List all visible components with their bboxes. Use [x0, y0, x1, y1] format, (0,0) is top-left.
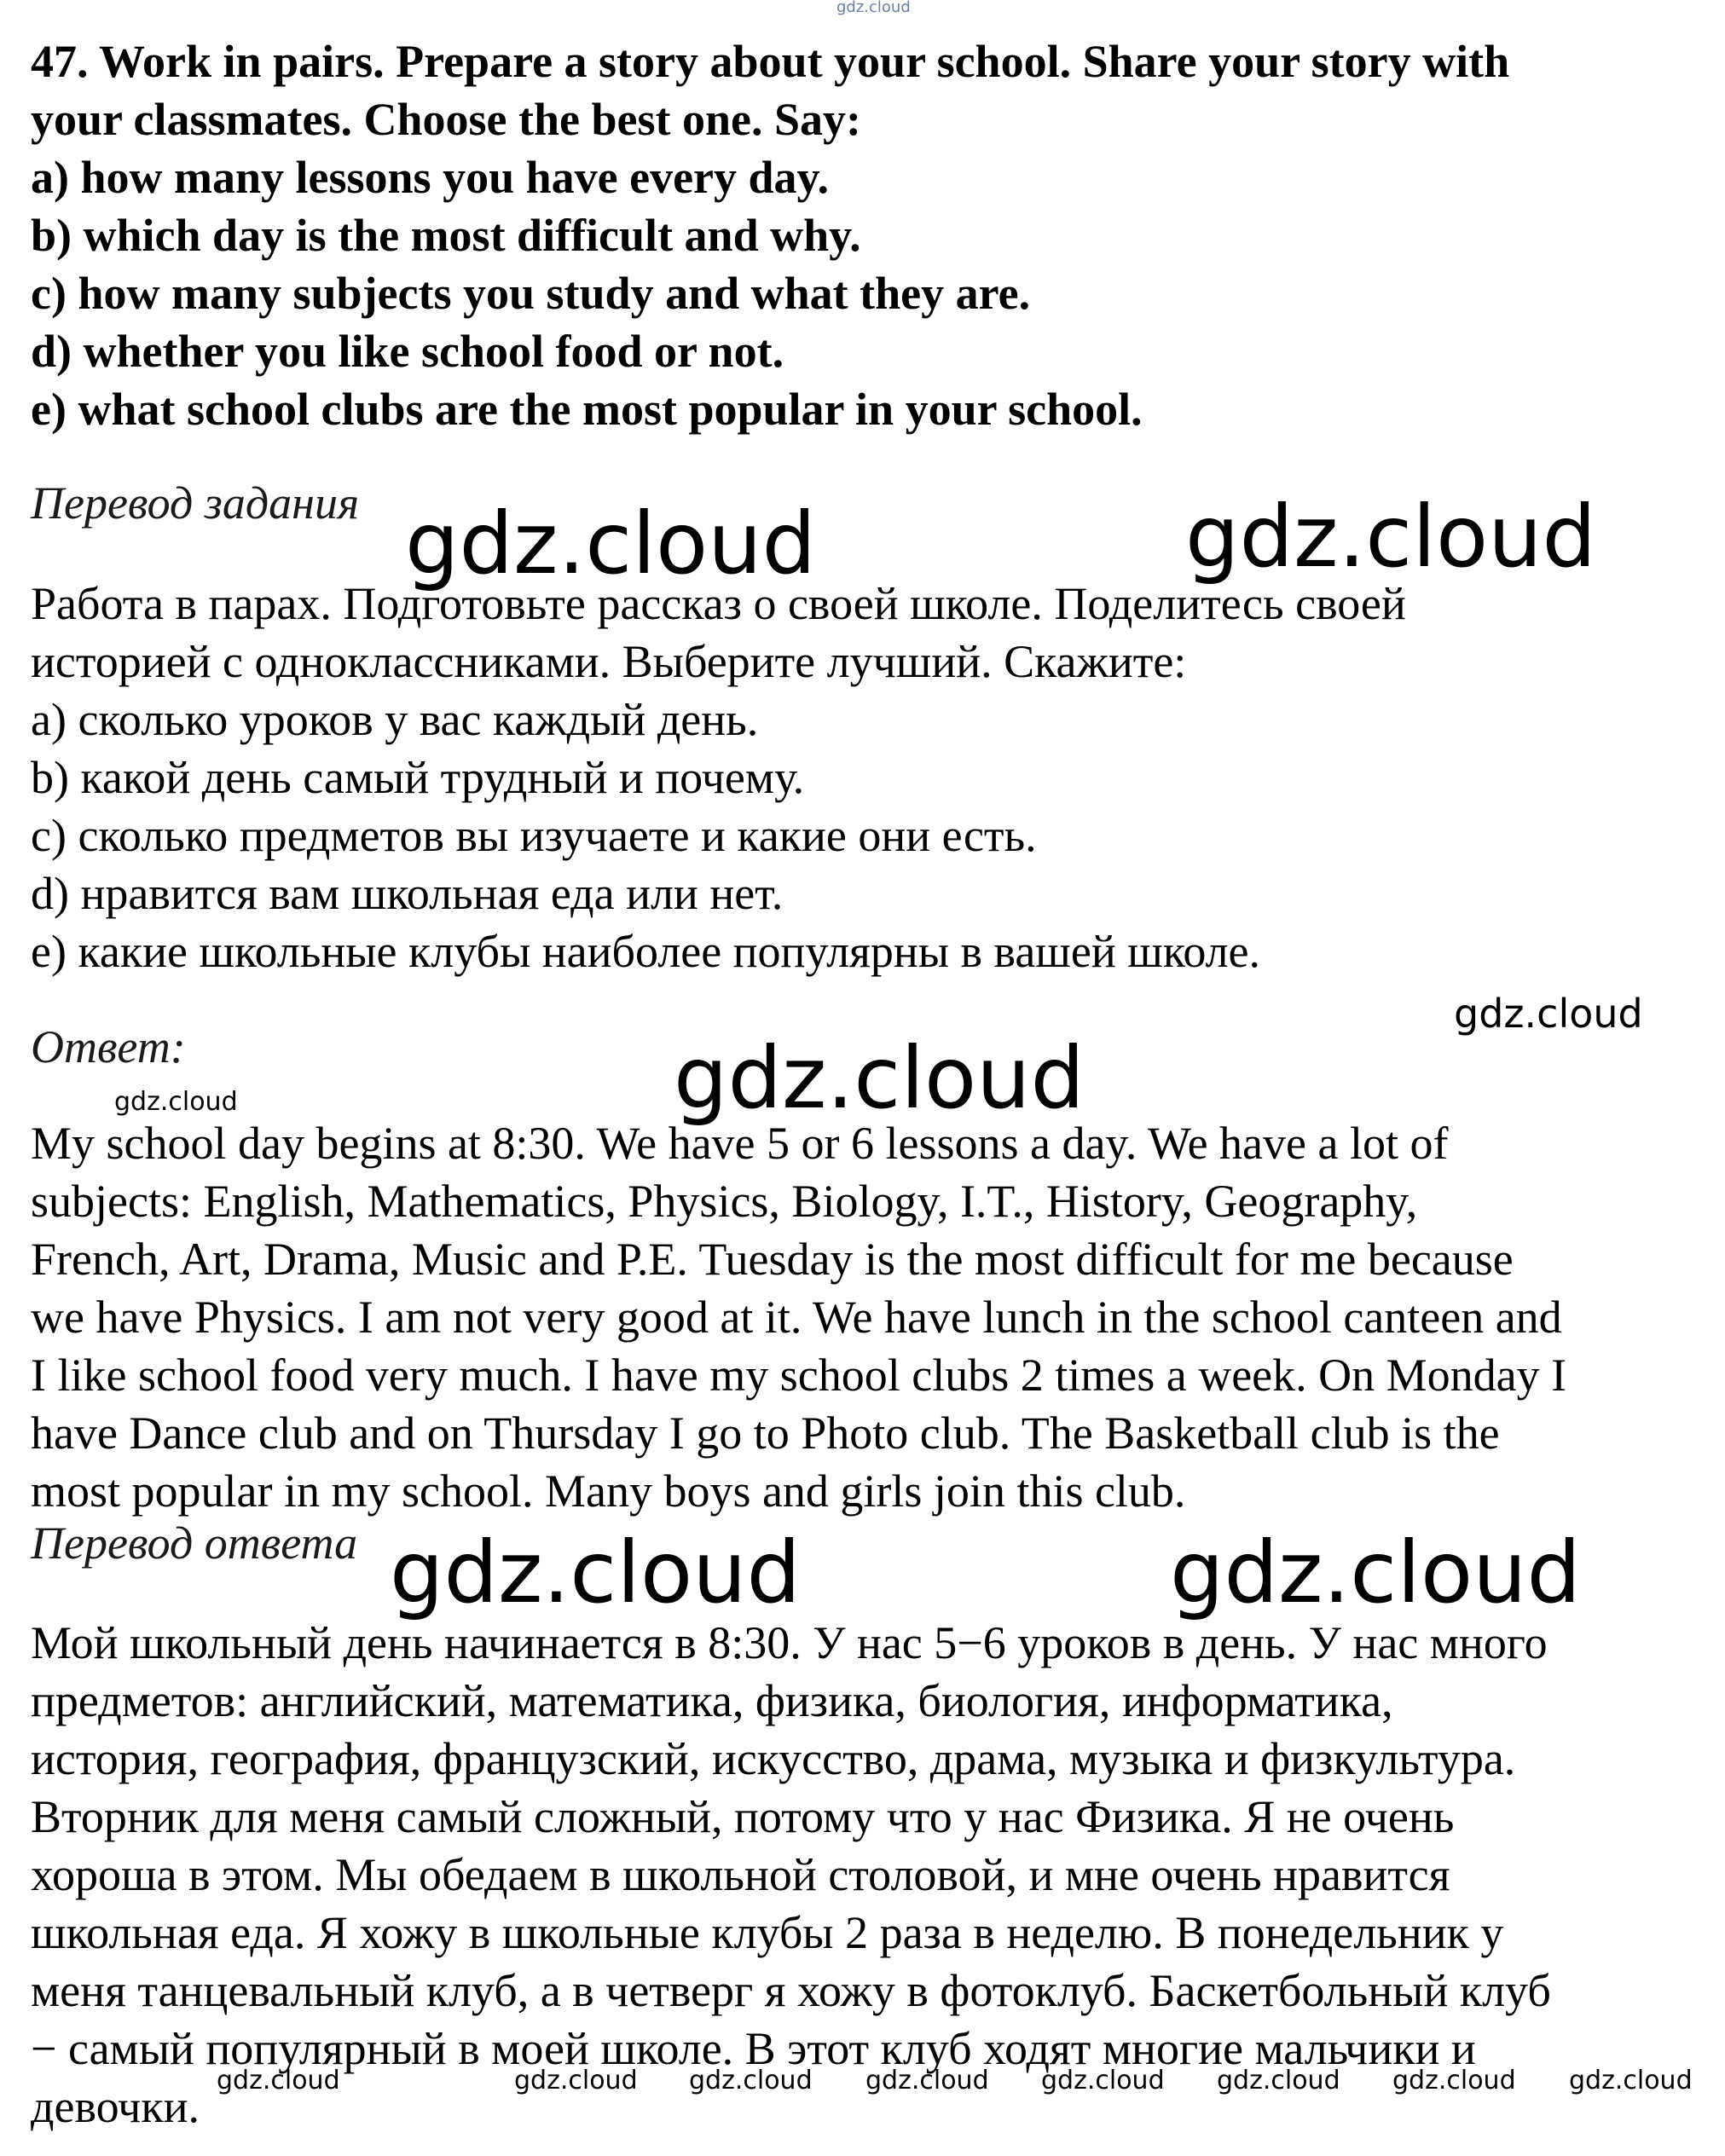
text-line: школьная еда. Я хожу в школьные клубы 2 раза в неделю. В понедельник у — [31, 1907, 1504, 1958]
watermark-logo: gdz.cloud — [1185, 487, 1597, 587]
text-line: хороша в этом. Мы обедаем в школьной столовой, и мне очень нравится — [31, 1849, 1450, 1900]
watermark-logo: gdz.cloud — [674, 1028, 1085, 1128]
text-line: − самый популярный в моей школе. В этот клуб ходят многие мальчики и — [31, 2023, 1476, 2074]
text-line: d) нравится вам школьная еда или нет. — [31, 868, 784, 919]
text-line: история, география, французский, искусство, драма, музыка и физкультура. — [31, 1733, 1516, 1784]
task-line: c) how many subjects you study and what they are. — [31, 268, 1031, 319]
task-line: 47. Work in pairs. Prepare a story about your school. Share your story with — [31, 36, 1510, 87]
text-line: I like school food very much. I have my school clubs 2 times a week. On Monday I — [31, 1350, 1567, 1401]
task-translation-text — [31, 575, 1711, 980]
text-line: subjects: English, Mathematics, Physics, Biology, I.T., History, Geography, — [31, 1176, 1418, 1227]
watermark-logo: gdz.cloud — [217, 2066, 340, 2095]
text-line: меня танцевальный клуб, а в четверг я хожу в фотоклуб. Баскетбольный клуб — [31, 1965, 1551, 2016]
text-line: c) сколько предметов вы изучаете и какие они есть. — [31, 810, 1037, 861]
answer-translation-text — [31, 1614, 1711, 2136]
watermark-logo: gdz.cloud — [1392, 2066, 1516, 2095]
text-line: My school day begins at 8:30. We have 5 or 6 lessons a day. We have a lot of — [31, 1118, 1449, 1169]
task-line: d) whether you like school food or not. — [31, 326, 784, 377]
text-line: we have Physics. I am not very good at it. We have lunch in the school canteen and — [31, 1292, 1562, 1343]
text-line: Мой школьный день начинается в 8:30. У нас 5−6 уроков в день. У нас много — [31, 1617, 1548, 1668]
watermark-logo: gdz.cloud — [1569, 2066, 1693, 2095]
text-line: Вторник для меня самый сложный, потому что у нас Физика. Я не очень — [31, 1791, 1455, 1842]
watermark-logo: gdz.cloud — [1454, 991, 1643, 1037]
text-line: e) какие школьные клубы наиболее популярны в вашей школе. — [31, 926, 1261, 977]
text-line: French, Art, Drama, Music and P.E. Tuesday is the most difficult for me because — [31, 1234, 1514, 1285]
watermark-logo: gdz.cloud — [836, 0, 911, 16]
watermark-logo: gdz.cloud — [114, 1087, 238, 1117]
text-line: most popular in my school. Many boys and girls join this club. — [31, 1465, 1186, 1517]
text-line: Работа в парах. Подготовьте рассказ о своей школе. Поделитесь своей — [31, 578, 1406, 629]
text-line: а) сколько уроков у вас каждый день. — [31, 694, 759, 745]
answer-translation-heading: Перевод ответа — [31, 1517, 358, 1569]
task-line: a) how many lessons you have every day. — [31, 152, 830, 203]
task-statement — [31, 32, 1702, 438]
text-line: b) какой день самый трудный и почему. — [31, 752, 805, 803]
text-line: have Dance club and on Thursday I go to Photo club. The Basketball club is the — [31, 1407, 1500, 1459]
text-line: девочки. — [31, 2081, 200, 2132]
watermark-logo: gdz.cloud — [1217, 2066, 1340, 2095]
watermark-logo: gdz.cloud — [1170, 1523, 1582, 1622]
watermark-logo: gdz.cloud — [865, 2066, 989, 2095]
answer-heading: Ответ: — [31, 1021, 186, 1072]
text-line: историей с одноклассниками. Выберите лучший. Скажите: — [31, 636, 1187, 687]
answer-text — [31, 1114, 1711, 1520]
watermark-logo: gdz.cloud — [514, 2066, 638, 2095]
task-translation-heading: Перевод задания — [31, 477, 360, 529]
watermark-logo: gdz.cloud — [689, 2066, 813, 2095]
task-line: e) what school clubs are the most popular in your school. — [31, 384, 1143, 435]
task-line: b) which day is the most difficult and why. — [31, 210, 861, 261]
task-line: your classmates. Choose the best one. Say: — [31, 94, 861, 145]
watermark-logo: gdz.cloud — [405, 494, 817, 593]
watermark-logo: gdz.cloud — [1041, 2066, 1165, 2095]
watermark-logo: gdz.cloud — [390, 1523, 802, 1622]
text-line: предметов: английский, математика, физика, биология, информатика, — [31, 1675, 1393, 1726]
